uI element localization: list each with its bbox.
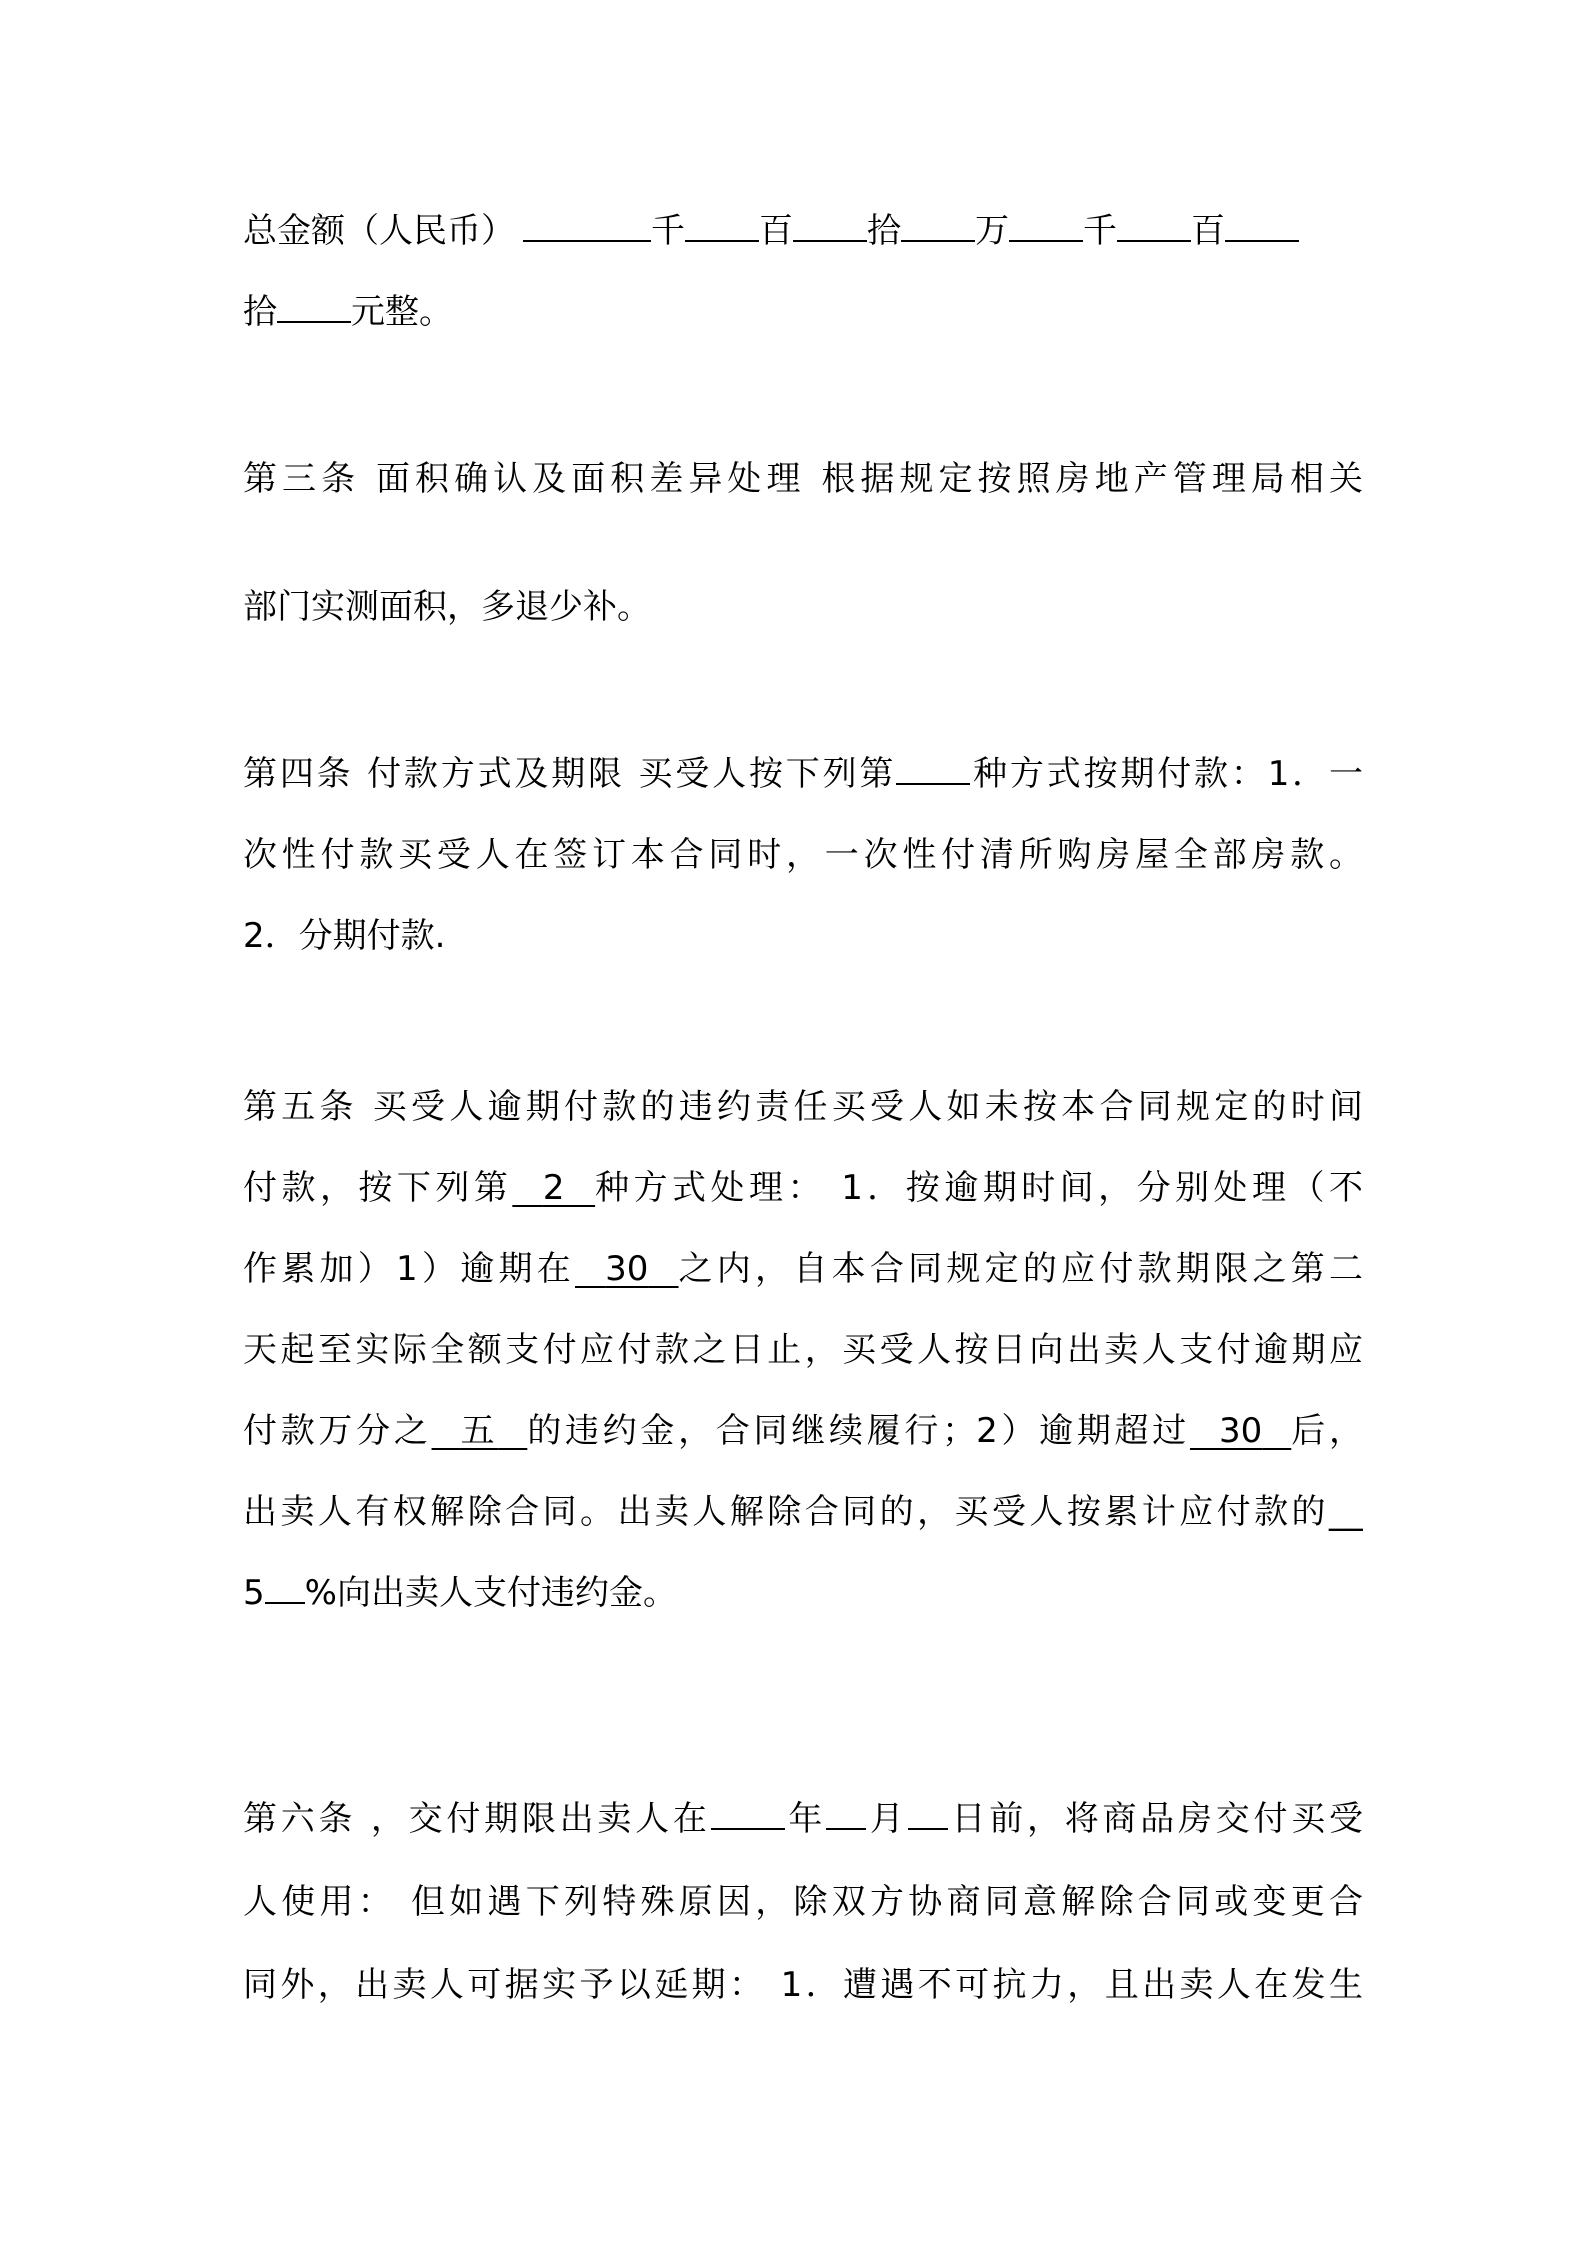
fill-penalty-percent: 5 [243, 1573, 265, 1613]
article-6-month-label: 月 [866, 1799, 908, 1839]
month-blank [826, 1798, 866, 1830]
article-4-line-3: 2．分期付款. [243, 916, 446, 956]
article-5-line-4: 天起至实际全额支付应付款之日止，买受人按日向出卖人支付逾期应 [243, 1330, 1363, 1370]
article-5-line-2 [243, 1166, 1363, 1210]
unit-yuan: 元整。 [351, 292, 453, 332]
amount-blank [901, 210, 975, 242]
fill-value: 2 [542, 1168, 565, 1208]
amount-blank [1225, 210, 1299, 242]
article-4-line-1 [243, 752, 1363, 796]
unit-qian: 千 [651, 211, 685, 251]
article-5-text: 作累加）1）逾期在 [243, 1249, 575, 1289]
article-3-line-2: 部门实测面积，多退少补。 [243, 587, 651, 627]
unit-bai-2: 百 [1191, 211, 1225, 251]
fill-overdue-days [575, 1249, 679, 1289]
article-5-line-6: 出卖人有权解除合同。出卖人解除合同的，买受人按累计应付款的__ [243, 1492, 1363, 1532]
percent-blank [265, 1572, 305, 1604]
fill-overdue-days-2 [1190, 1411, 1291, 1451]
unit-shi: 拾 [867, 211, 901, 251]
unit-qian-2: 千 [1083, 211, 1117, 251]
article-6-text: 日前，将商品房交付买受 [947, 1799, 1363, 1839]
article-6-line-2: 人使用： 但如遇下列特殊原因，除双方协商同意解除合同或变更合 [243, 1882, 1363, 1922]
fill-method-number [512, 1168, 595, 1208]
article-5-text: 付款万分之 [243, 1411, 432, 1451]
year-blank [711, 1798, 785, 1830]
unit-shi-2: 拾 [243, 292, 277, 332]
day-blank [908, 1798, 948, 1830]
amount-blank [793, 210, 867, 242]
article-4-line-2: 次性付款买受人在签订本合同时，一次性付清所购房屋全部房款。 [243, 835, 1363, 875]
amount-blank [1117, 210, 1191, 242]
fill-value: 五 [460, 1411, 499, 1451]
article-5-text: 付款，按下列第 [243, 1168, 513, 1208]
article-6-text: 第六条 ，交付期限出卖人在 [243, 1799, 711, 1839]
article-5-text: 的违约金，合同继续履行；2）逾期超过 [527, 1411, 1190, 1451]
unit-bai: 百 [759, 211, 793, 251]
total-amount-line [243, 209, 1363, 253]
article-5-text: %向出卖人支付违约金。 [304, 1573, 677, 1613]
fill-value: 30 [1218, 1411, 1263, 1451]
amount-blank [685, 210, 759, 242]
total-amount-line-2 [243, 290, 1363, 334]
article-6-line-1 [243, 1797, 1363, 1841]
article-4-text: 第四条 付款方式及期限 买受人按下列第 [243, 754, 897, 794]
unit-wan: 万 [975, 211, 1009, 251]
article-5-line-3 [243, 1247, 1363, 1291]
article-5-text: 后， [1291, 1411, 1363, 1451]
fill-value: 30 [605, 1249, 649, 1289]
fill-penalty-rate [432, 1411, 528, 1451]
amount-blank [523, 210, 651, 242]
total-amount-label: 总金额（人民币） [243, 211, 515, 251]
method-blank [896, 753, 970, 785]
article-5-line-5 [243, 1409, 1363, 1453]
article-3-line-1: 第三条 面积确认及面积差异处理 根据规定按照房地产管理局相关 [243, 459, 1363, 499]
article-6-line-3: 同外，出卖人可据实予以延期： 1．遭遇不可抗力，且出卖人在发生 [243, 1965, 1363, 2005]
amount-blank [1009, 210, 1083, 242]
amount-blank [277, 291, 351, 323]
article-5-line-7 [243, 1571, 1363, 1615]
article-5-text: 种方式处理： 1．按逾期时间，分别处理（不 [595, 1168, 1363, 1208]
article-5-line-1: 第五条 买受人逾期付款的违约责任买受人如未按本合同规定的时间 [243, 1087, 1363, 1127]
article-6-year-label: 年 [784, 1799, 827, 1839]
article-4-text: 种方式按期付款：1．一 [970, 754, 1363, 794]
article-5-text: 之内，自本合同规定的应付款期限之第二 [678, 1249, 1363, 1289]
